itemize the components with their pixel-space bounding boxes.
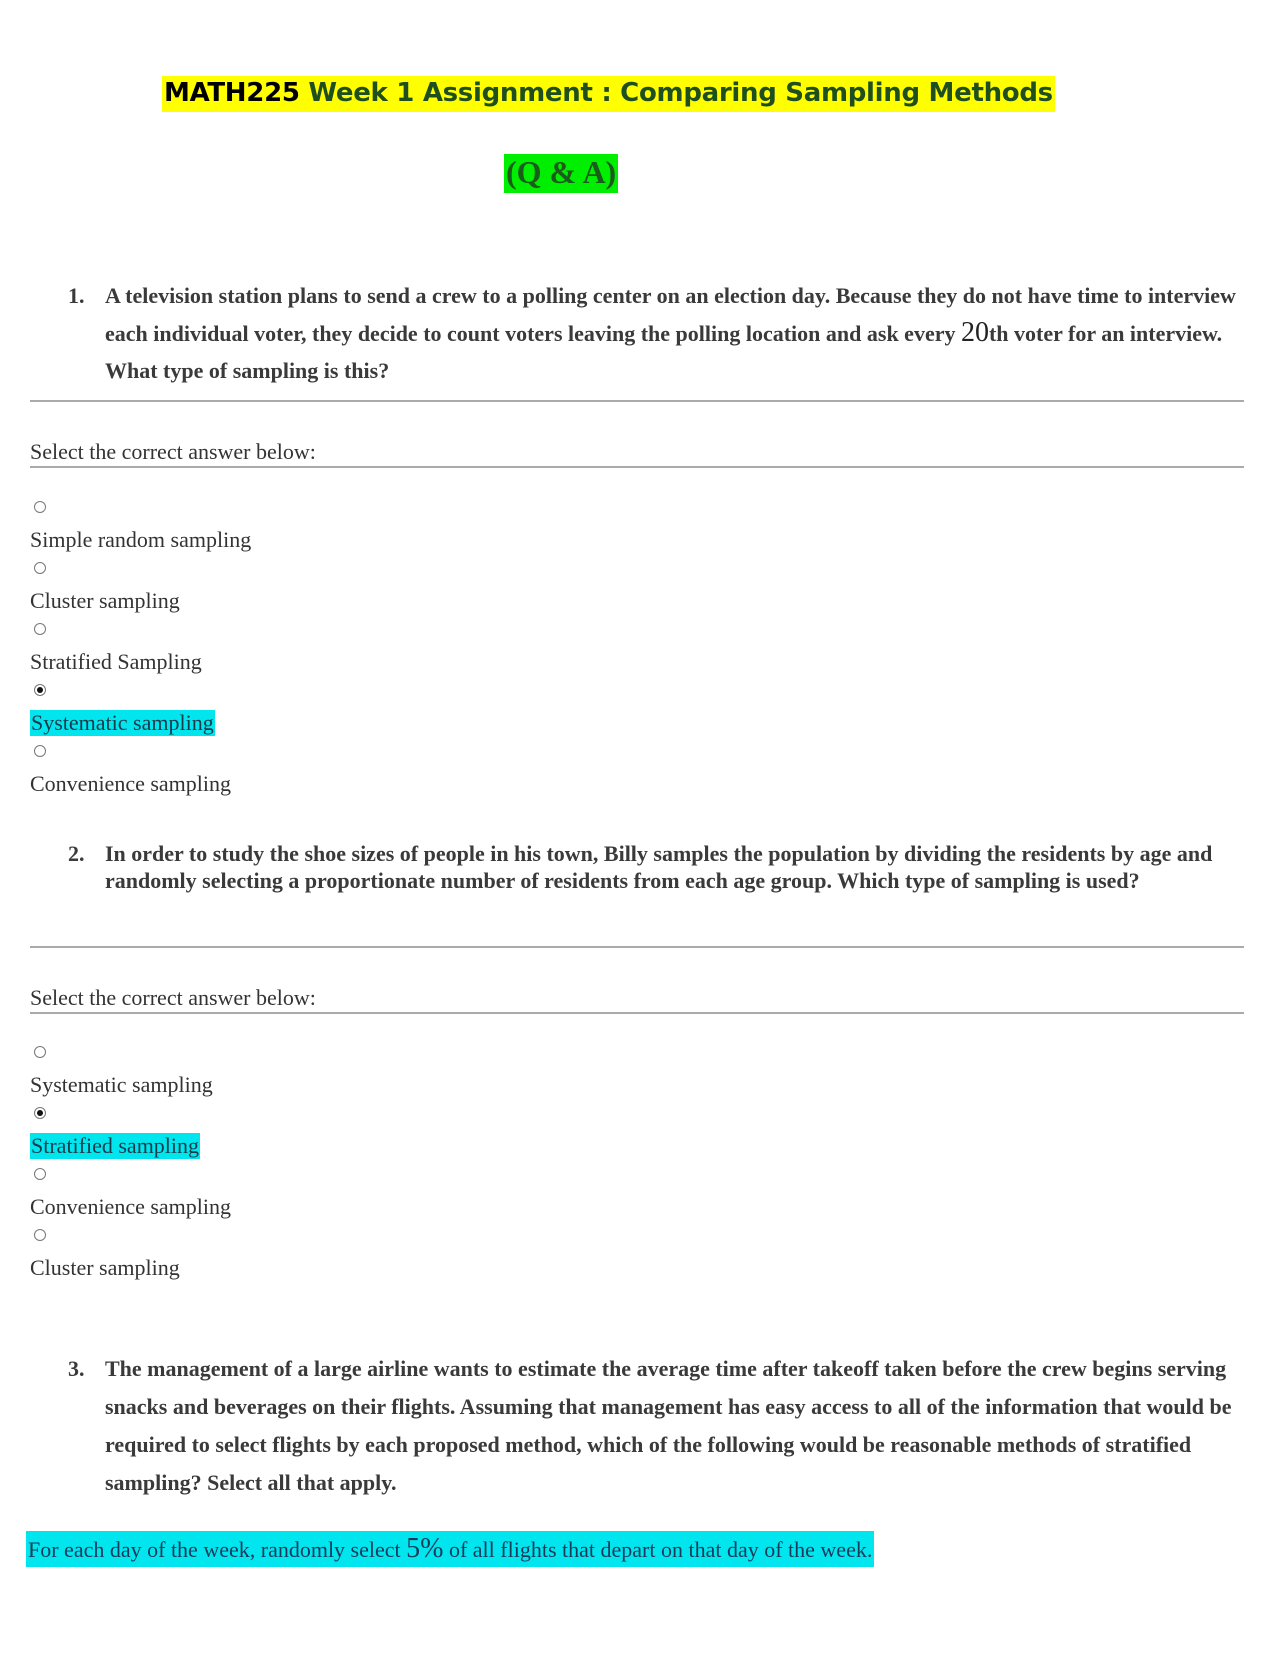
select-answer-label: Select the correct answer below: <box>30 985 316 1010</box>
option-label[interactable]: Cluster sampling <box>30 1255 180 1280</box>
question-number: 2. <box>68 841 85 866</box>
question-text-part: th voter for an interview. What type of sampling is this? <box>105 321 1223 383</box>
answer-text-part: of all flights that depart on that day of the week. <box>443 1537 873 1562</box>
option-label[interactable]: Convenience sampling <box>30 771 232 796</box>
option-label-correct[interactable]: Stratified sampling <box>31 1133 200 1158</box>
divider <box>30 946 1244 948</box>
radio-option-cluster[interactable] <box>34 562 46 574</box>
radio-option-convenience[interactable] <box>34 1168 46 1180</box>
radio-option-cluster[interactable] <box>34 1229 46 1241</box>
radio-option-stratified[interactable] <box>34 623 46 635</box>
option-label[interactable]: Cluster sampling <box>30 588 180 613</box>
document-subtitle: (Q & A) <box>504 154 618 193</box>
answer-text-part: For each day of the week, randomly select <box>28 1537 407 1562</box>
question-2 <box>68 840 1248 894</box>
option-label[interactable]: Stratified Sampling <box>30 649 202 674</box>
answer-option-correct[interactable] <box>26 1531 874 1567</box>
radio-option-systematic[interactable] <box>34 1046 46 1058</box>
question-3 <box>68 1350 1248 1502</box>
document-title <box>162 76 1055 112</box>
divider <box>30 1012 1244 1014</box>
option-label[interactable]: Systematic sampling <box>30 1072 213 1097</box>
radio-option-systematic[interactable] <box>34 684 46 696</box>
divider <box>30 466 1244 468</box>
option-label-correct[interactable]: Systematic sampling <box>31 710 214 735</box>
assignment-title: Week 1 Assignment : Comparing Sampling Methods <box>299 78 1053 108</box>
option-label[interactable]: Simple random sampling <box>30 527 252 552</box>
question-number: 3. <box>68 1356 85 1381</box>
option-label[interactable]: Convenience sampling <box>30 1194 232 1219</box>
question-text: In order to study the shoe sizes of people in his town, Billy samples the population by dividing the residents by age and randomly selecting a proportionate number of residents from each age group. Which type of sampling is used? <box>105 841 1213 893</box>
course-code: MATH225 <box>164 78 300 108</box>
select-answer-label: Select the correct answer below: <box>30 439 316 464</box>
radio-option-stratified[interactable] <box>34 1107 46 1119</box>
radio-option-convenience[interactable] <box>34 745 46 757</box>
divider <box>30 400 1244 402</box>
question-1 <box>68 277 1248 389</box>
question-text <box>105 277 1248 389</box>
question-number-value: 20 <box>960 317 989 348</box>
question-text-part: A television station plans to send a crew to a polling center on an election day. Because they do not have time to interview each individual voter, they decide to count voters leaving the polling location and ask every <box>105 283 1236 346</box>
radio-option-simple-random[interactable] <box>34 501 46 513</box>
question-number: 1. <box>68 283 85 308</box>
question-text: The management of a large airline wants to estimate the average time after takeoff taken before the crew begins serving snacks and beverages on their flights. Assuming that management has easy access to all of the information that would be required to select flights by each proposed method, which of the following would be reasonable methods of stratified sampling? Select all that apply. <box>105 1356 1232 1495</box>
answer-percent: 5% <box>406 1533 444 1564</box>
